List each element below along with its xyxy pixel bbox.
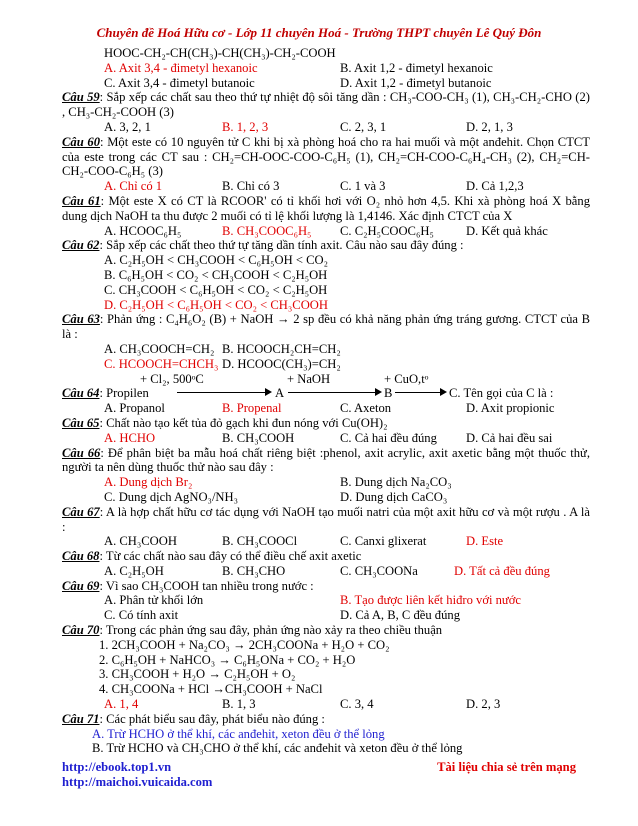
q60-label: Câu 60 [62, 134, 100, 149]
option-c[interactable]: C. Có tính axit [104, 608, 179, 623]
option-b[interactable]: B. CH₃COOH [222, 430, 295, 445]
q70-options [62, 697, 590, 712]
footer-note: Tài liệu chia sẻ trên mạng [437, 760, 576, 774]
q63-label: Câu 63 [62, 312, 100, 327]
q64-start: : Propilen [99, 386, 149, 401]
option-b[interactable]: B. Trừ HCHO và CH₃CHO ở thể khí, các anđehit và xeton đều ở thể lỏng [92, 741, 463, 756]
option-a[interactable]: A. C₂H₅OH < CH₃COOH < C₆H₅OH < CO₂ [104, 253, 328, 268]
page-header: Chuyên đề Hoá Hữu cơ - Lớp 11 chuyên Hoá - Trường THPT chuyên Lê Quý Đôn [96, 25, 542, 40]
reaction-right: 2CH₃COONa + H₂O + CO₂ [248, 637, 390, 652]
option-d[interactable]: D. Cả hai đều sai [466, 430, 553, 445]
arrow-right-icon: → [232, 637, 246, 652]
option-a[interactable]: A. Propanol [104, 401, 165, 416]
option-d[interactable]: D. HCOOC(CH₃)=CH₂ [222, 356, 341, 371]
q68-options [62, 564, 590, 579]
q60-text: : Một este có 10 nguyên tử C khi bị xà phòng hoá cho ra hai muối và một anđehit. Chọn CTCT của este trong các CT sau : CH₂=CH-OOC-COO-C₆H₅ (1), CH₂=CH-COO-C₆H₄-CH₃ (2), CH₂=CH-CH₂-COO-C₆H₅ (3) [62, 134, 590, 179]
option-d[interactable]: D. Dung dịch CaCO₃ [340, 489, 448, 504]
q67-label: Câu 67 [62, 504, 100, 519]
option-a[interactable]: A. 3, 2, 1 [104, 119, 151, 134]
option-b[interactable]: B. Axit 1,2 - đimetyl hexanoic [340, 60, 493, 75]
q64-scheme [62, 386, 590, 401]
q64-a: A [275, 386, 285, 401]
arrow-right-icon [395, 388, 447, 398]
q67-options [62, 534, 590, 549]
option-b[interactable]: B. 1, 3 [222, 697, 256, 712]
q65-stem [62, 416, 590, 431]
document-body [62, 46, 590, 756]
reaction-condition-3: + CuO,tᵒ [384, 371, 429, 386]
reaction-right: C₂H₅OH + O₂ [224, 667, 296, 682]
option-d[interactable]: D. 2, 1, 3 [466, 119, 513, 134]
reaction-left: 4. CH₃COONa + HCl [99, 682, 210, 697]
option-c[interactable]: C. CH₃COONa [340, 563, 418, 578]
option-b[interactable]: B. Chỉ có 3 [222, 179, 280, 194]
arrow-right-icon: → [218, 652, 231, 667]
reaction-right: CH₃COOH + NaCl [224, 682, 323, 697]
q69-text: : Vì sao CH₃COOH tan nhiều trong nước : [99, 578, 314, 593]
arrow-right-icon [177, 388, 272, 398]
q63-options-row2 [62, 357, 590, 372]
q60-options [62, 179, 590, 194]
option-d[interactable]: D. Kết quả khác [466, 223, 548, 238]
reaction-condition-1: + Cl₂, 500ᵒC [140, 371, 204, 386]
footer-link-1[interactable]: http://ebook.top1.vn [62, 760, 172, 774]
q59-options [62, 120, 590, 135]
option-d[interactable]: D. Tất cả đều đúng [454, 563, 550, 578]
q62-text: : Sắp xếp các chất theo thứ tự tăng dần tính axit. Câu nào sau đây đúng : [99, 238, 464, 253]
option-d[interactable]: D. 2, 3 [466, 697, 501, 712]
q64-label: Câu 64 [62, 386, 100, 401]
q68-stem [62, 549, 590, 564]
option-b[interactable]: B. Dung dịch Na₂CO₃ [340, 475, 452, 490]
q67-stem [62, 505, 590, 535]
option-c[interactable]: C. Canxi glixerat [340, 534, 427, 549]
option-c[interactable]: C. 3, 4 [340, 697, 374, 712]
q62-label: Câu 62 [62, 238, 100, 253]
q69-options-row2 [62, 608, 590, 623]
option-a[interactable]: A. HCOOC₆H₅ [104, 223, 182, 238]
q66-options-row1 [62, 475, 590, 490]
q69-stem [62, 579, 590, 594]
option-c[interactable]: C. 1 và 3 [340, 179, 386, 194]
option-a[interactable]: A. Chỉ có 1 [104, 179, 163, 194]
q61-stem [62, 194, 590, 224]
option-c[interactable]: C. Dung dịch AgNO₃/NH₃ [104, 489, 239, 504]
option-d[interactable]: D. Este [466, 534, 504, 549]
reaction-left: 2. C₆H₅OH + NaHCO₃ [99, 652, 216, 667]
q63-options-row1 [62, 342, 590, 357]
option-d[interactable]: D. Axit 1,2 - đimetyl butanoic [340, 75, 492, 90]
q70-reaction-1 [62, 638, 590, 653]
q60-stem [62, 135, 590, 179]
q69-label: Câu 69 [62, 578, 100, 593]
q66-stem [62, 446, 590, 476]
arrow-right-icon [288, 388, 382, 398]
q71-label: Câu 71 [62, 711, 100, 726]
q66-text: : Để phân biệt ba mẫu hoá chất riêng biệt :phenol, axit acrylic, axit axetic bằng một thuốc thử, người ta nên dùng thuốc thử nào sau đây : [62, 445, 590, 475]
q67-text: : A là hợp chất hữu cơ tác dụng với NaOH tạo muối natri của một axit hữu cơ và một rượu . A là : [62, 504, 590, 534]
q70-text: : Trong các phản ứng sau đây, phản ứng nào xảy ra theo chiều thuận [99, 623, 443, 638]
q64-b: B [384, 386, 393, 401]
option-a[interactable]: A. Axit 3,4 - đimetyl hexanoic [104, 60, 258, 75]
reaction-condition-2: + NaOH [287, 371, 331, 386]
q65-label: Câu 65 [62, 415, 100, 430]
option-a[interactable]: A. CH₃COOCH=CH₂ [104, 341, 215, 356]
option-b[interactable]: B. Tạo được liên kết hiđro với nước [340, 593, 521, 608]
reaction-left: 3. CH₃COOH + H₂O [99, 667, 206, 682]
q70-reaction-2 [62, 653, 590, 668]
option-a[interactable]: A. Dung dịch Br₂ [104, 475, 193, 490]
option-a[interactable]: A. HCHO [104, 430, 156, 445]
option-b[interactable]: B. CH₃COOC₆H₅ [222, 223, 312, 238]
q65-options [62, 431, 590, 446]
q59-label: Câu 59 [62, 90, 100, 105]
q62-stem [62, 238, 590, 253]
q64-end: C. Tên gọi của C là : [449, 386, 554, 401]
option-a[interactable]: A. Trừ HCHO ở thể khí, các anđehit, xeton đều ở thể lỏng [92, 726, 385, 741]
reaction-right: C₆H₅ONa + CO₂ + H₂O [234, 652, 356, 667]
q69-options-row1 [62, 593, 590, 608]
q64-options [62, 401, 590, 416]
option-b[interactable]: B. C₆H₅OH < CO₂ < CH₃COOH < C₂H₅OH [104, 267, 328, 282]
option-d[interactable]: D. Cả 1,2,3 [466, 179, 524, 194]
q61-label: Câu 61 [62, 193, 101, 208]
option-c[interactable]: C. Axit 3,4 - đimetyl butanoic [104, 75, 255, 90]
option-a[interactable]: A. C₂H₅OH [104, 563, 164, 578]
option-a[interactable]: A. Phân tử khối lớn [104, 593, 204, 608]
q71-stem [62, 712, 590, 727]
q70-reaction-3 [62, 667, 590, 682]
q66-options-row2 [62, 490, 590, 505]
option-c[interactable]: C. Axeton [340, 401, 392, 416]
q61-options [62, 224, 590, 239]
option-c[interactable]: C. HCOOCH=CHCH₃ [104, 356, 219, 371]
q70-label: Câu 70 [62, 623, 100, 638]
footer-link-2[interactable]: http://maichoi.vuicaida.com [62, 775, 213, 789]
arrow-right-icon: → [208, 667, 221, 682]
option-d[interactable]: D. C₂H₅OH < C₆H₅OH < CO₂ < CH₃COOH [104, 297, 328, 312]
q58-options-row2 [62, 76, 590, 91]
option-a[interactable]: A. 1, 4 [104, 697, 139, 712]
q71-text: : Các phát biểu sau đây, phát biểu nào đúng : [99, 711, 325, 726]
option-d[interactable]: D. Axit propionic [466, 401, 555, 416]
option-c[interactable]: C. 2, 3, 1 [340, 119, 387, 134]
q63-text-2: 2 sp đều có khả năng phản ứng tráng gương. CTCT của B là : [62, 312, 591, 342]
q59-text: : Sắp xếp các chất sau theo thứ tự nhiệt độ sôi tăng dần : CH₃-COO-CH₃ (1), CH₃-CH₂-CHO (2) , CH₃-CH₂-COOH (3) [62, 90, 590, 120]
q66-label: Câu 66 [62, 445, 101, 460]
q63-text-1: : Phản ứng : C₄H₆O₂ (B) + NaOH [99, 312, 274, 327]
option-a[interactable]: A. CH₃COOH [104, 534, 177, 549]
q58-formula: HOOC-CH₂-CH(CH₃)-CH(CH₃)-CH₂-COOH [104, 46, 336, 60]
q58-options-row1 [62, 61, 590, 76]
q63-stem [62, 312, 590, 342]
q61-text: : Một este X có CT là RCOOR' có tỉ khối hơi với O₂ nhỏ hơn 4,5. Khi xà phòng hoá X bằng dung dịch NaOH ta thu được 2 muối có tỉ lệ khối lượng là 1,4146. Xác định CTCT của X [62, 193, 590, 223]
option-b[interactable]: B. CH₃CHO [222, 563, 286, 578]
q68-text: : Từ các chất nào sau đây có thể điều chế axit axetic [99, 549, 362, 564]
option-c[interactable]: C. C₂H₅COOC₆H₅ [340, 223, 434, 238]
q70-reaction-4 [62, 682, 590, 697]
q64-conditions [62, 372, 590, 387]
option-b[interactable]: B. HCOOCH₂CH=CH₂ [222, 341, 341, 356]
option-b[interactable]: B. CH₃COOCl [222, 534, 298, 549]
option-b[interactable]: B. Propenal [222, 401, 282, 416]
q59-stem [62, 90, 590, 120]
option-d[interactable]: D. Cả A, B, C đều đúng [340, 608, 460, 623]
option-c[interactable]: C. CH₃COOH < C₆H₅OH < CO₂ < C₂H₅OH [104, 282, 328, 297]
arrow-right-icon: → [277, 312, 290, 327]
q70-stem [62, 623, 590, 638]
q65-text: : Chất nào tạo kết tủa đỏ gạch khi đun nóng với Cu(OH)₂ [99, 415, 388, 430]
q68-label: Câu 68 [62, 549, 100, 564]
option-c[interactable]: C. Cả hai đều đúng [340, 430, 437, 445]
arrow-right-icon: → [212, 682, 225, 697]
option-b[interactable]: B. 1, 2, 3 [222, 119, 269, 134]
reaction-left: 1. 2CH₃COOH + Na₂CO₃ [99, 637, 230, 652]
